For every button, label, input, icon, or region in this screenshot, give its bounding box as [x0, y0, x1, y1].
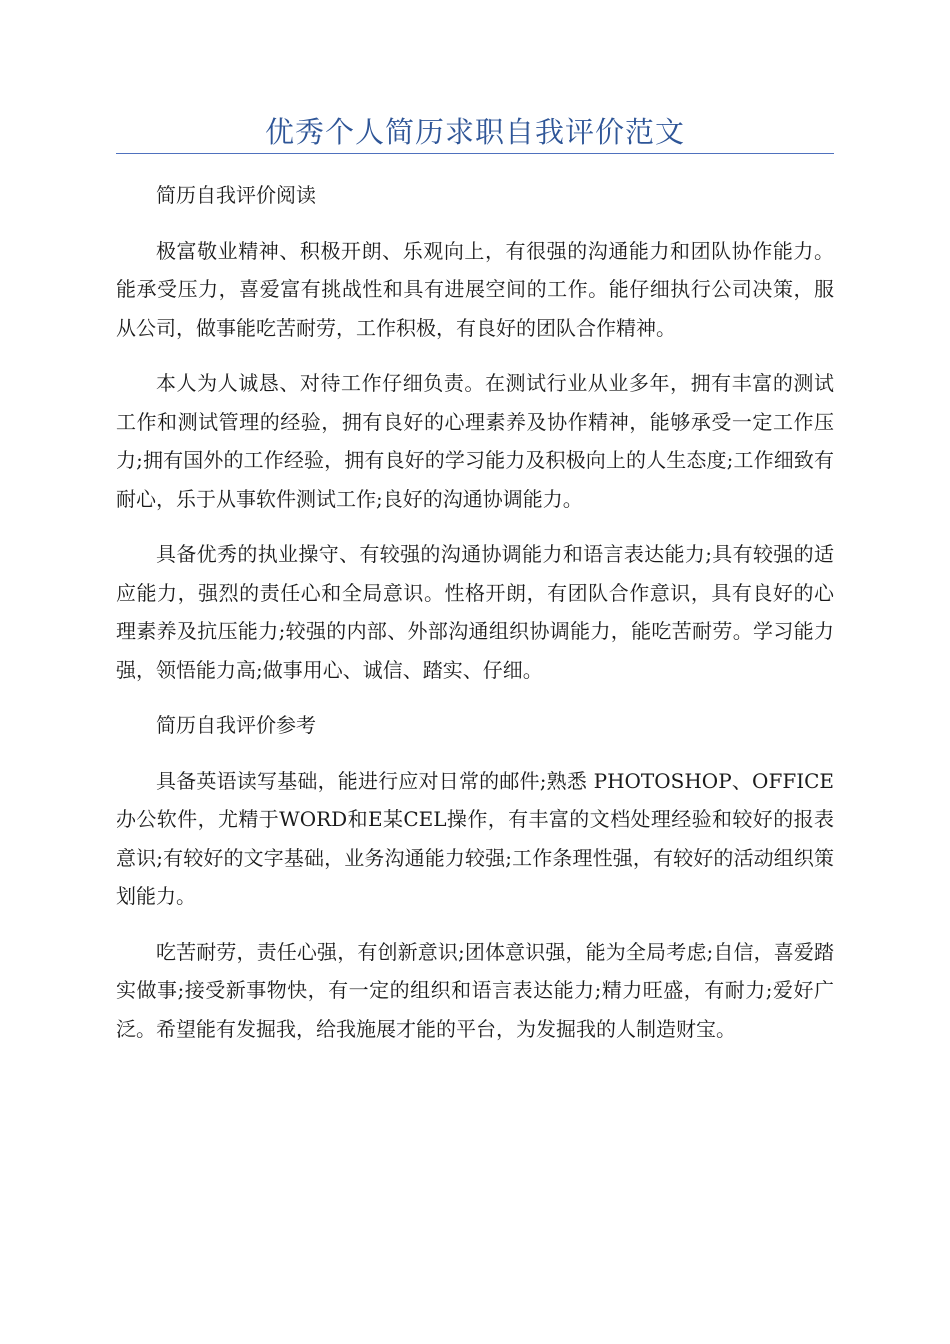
paragraph-4: 具备英语读写基础，能进行应对日常的邮件;熟悉 PHOTOSHOP、OFFICE办公软件，尤精于WORD和E某CEL操作，有丰富的文档处理经验和较好的报表意识;有较好的文字基础，业务沟通能力较强;工作条理性强，有较好的活动组织策划能力。: [116, 768, 834, 908]
document-body: [116, 176, 834, 1065]
paragraph-1: 极富敬业精神、积极开朗、乐观向上，有很强的沟通能力和团队协作能力。能承受压力，喜爱富有挑战性和具有进展空间的工作。能仔细执行公司决策，服从公司，做事能吃苦耐劳，工作积极，有良好的团队合作精神。: [116, 238, 834, 340]
section-heading-reading: 简历自我评价阅读: [156, 183, 316, 207]
document-title: 优秀个人简历求职自我评价范文: [264, 115, 685, 149]
paragraph-2: 本人为人诚恳、对待工作仔细负责。在测试行业从业多年，拥有丰富的测试工作和测试管理的经验，拥有良好的心理素养及协作精神，能够承受一定工作压力;拥有国外的工作经验，拥有良好的学习能力及积极向上的人生态度;工作细致有耐心，乐于从事软件测试工作;良好的沟通协调能力。: [116, 371, 834, 511]
section-heading-reference: 简历自我评价参考: [156, 713, 316, 737]
paragraph-3: 具备优秀的执业操守、有较强的沟通协调能力和语言表达能力;具有较强的适应能力，强烈的责任心和全局意识。性格开朗，有团队合作意识，具有良好的心理素养及抗压能力;较强的内部、外部沟通组织协调能力，能吃苦耐劳。学习能力强，领悟能力高;做事用心、诚信、踏实、仔细。: [116, 542, 834, 682]
title-underline: [116, 153, 834, 154]
paragraph-5: 吃苦耐劳，责任心强，有创新意识;团体意识强，能为全局考虑;自信，喜爱踏实做事;接受新事物快，有一定的组织和语言表达能力;精力旺盛，有耐力;爱好广泛。希望能有发掘我，给我施展才能的平台，为发掘我的人制造财宝。: [116, 939, 834, 1041]
